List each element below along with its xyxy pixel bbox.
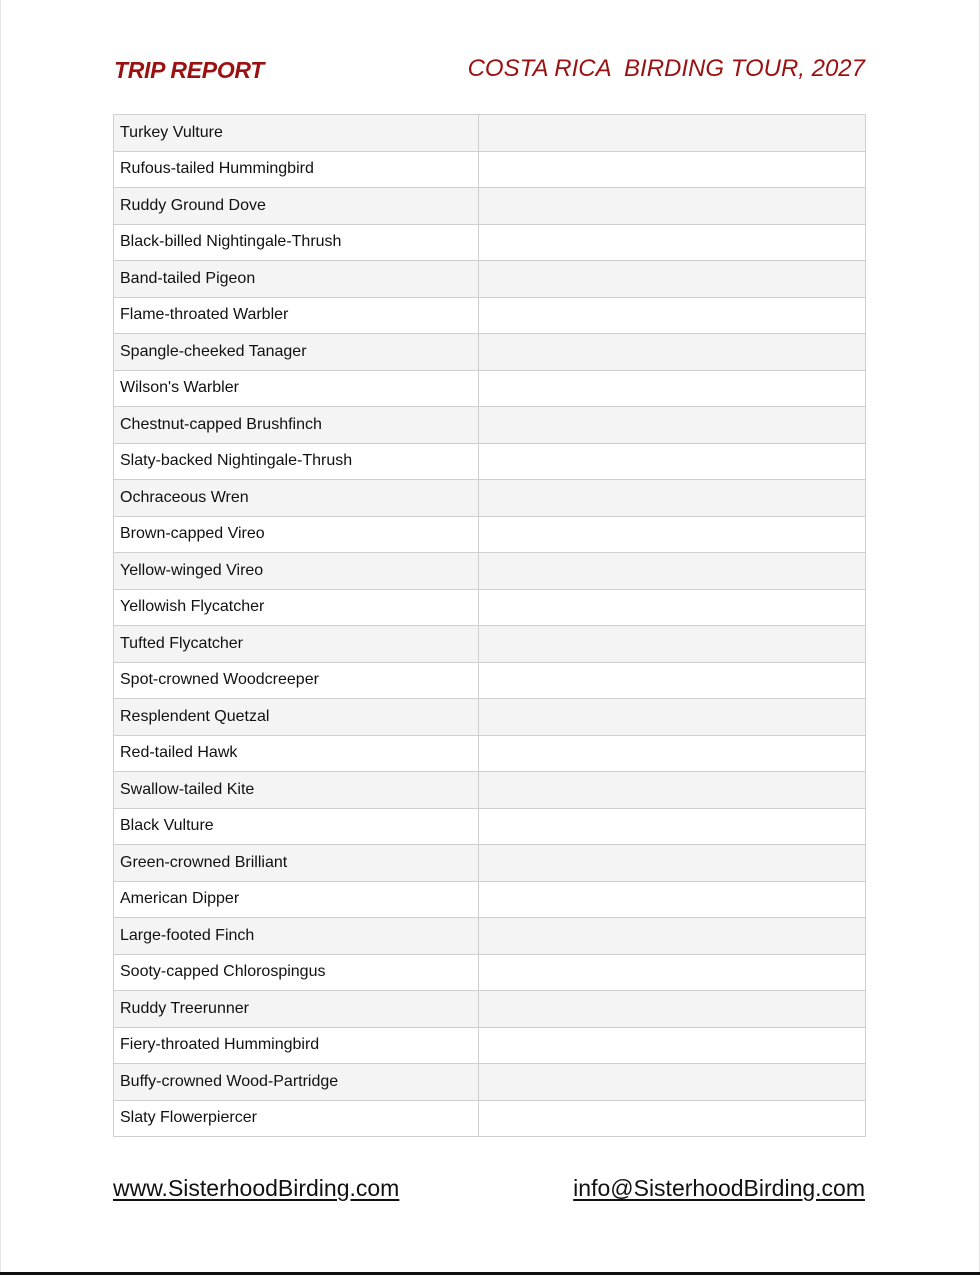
species-name-cell: Large-footed Finch <box>114 918 479 955</box>
table-row <box>114 1064 866 1101</box>
species-name-cell: Slaty-backed Nightingale-Thrush <box>114 443 479 480</box>
table-row <box>114 662 866 699</box>
species-name-cell: Sooty-capped Chlorospingus <box>114 954 479 991</box>
table-row <box>114 480 866 517</box>
species-note-cell <box>479 261 866 298</box>
species-name-cell: Ruddy Treerunner <box>114 991 479 1028</box>
table-row <box>114 334 866 371</box>
species-note-cell <box>479 918 866 955</box>
species-note-cell <box>479 480 866 517</box>
species-note-cell <box>479 334 866 371</box>
species-table <box>113 114 866 1137</box>
species-name-cell: Ruddy Ground Dove <box>114 188 479 225</box>
table-row <box>114 918 866 955</box>
species-table-body <box>114 115 866 1137</box>
table-row <box>114 224 866 261</box>
species-note-cell <box>479 808 866 845</box>
table-row <box>114 297 866 334</box>
species-name-cell: Swallow-tailed Kite <box>114 772 479 809</box>
species-note-cell <box>479 151 866 188</box>
species-name-cell: Buffy-crowned Wood-Partridge <box>114 1064 479 1101</box>
table-row <box>114 188 866 225</box>
species-name-cell: Black Vulture <box>114 808 479 845</box>
species-name-cell: Turkey Vulture <box>114 115 479 152</box>
species-name-cell: Spangle-cheeked Tanager <box>114 334 479 371</box>
table-row <box>114 808 866 845</box>
species-name-cell: Resplendent Quetzal <box>114 699 479 736</box>
species-note-cell <box>479 553 866 590</box>
table-row <box>114 626 866 663</box>
species-name-cell: Slaty Flowerpiercer <box>114 1100 479 1137</box>
species-name-cell: Band-tailed Pigeon <box>114 261 479 298</box>
species-name-cell: Yellowish Flycatcher <box>114 589 479 626</box>
species-name-cell: Green-crowned Brilliant <box>114 845 479 882</box>
table-row <box>114 772 866 809</box>
species-name-cell: Ochraceous Wren <box>114 480 479 517</box>
species-note-cell <box>479 370 866 407</box>
table-row <box>114 261 866 298</box>
table-row <box>114 516 866 553</box>
table-row <box>114 407 866 444</box>
table-row <box>114 1100 866 1137</box>
species-name-cell: Wilson's Warbler <box>114 370 479 407</box>
table-row <box>114 443 866 480</box>
species-note-cell <box>479 407 866 444</box>
species-note-cell <box>479 881 866 918</box>
table-row <box>114 881 866 918</box>
species-name-cell: Black-billed Nightingale-Thrush <box>114 224 479 261</box>
species-name-cell: Flame-throated Warbler <box>114 297 479 334</box>
table-row <box>114 553 866 590</box>
website-link[interactable]: www.SisterhoodBirding.com <box>113 1175 400 1201</box>
species-note-cell <box>479 1100 866 1137</box>
species-note-cell <box>479 516 866 553</box>
species-note-cell <box>479 224 866 261</box>
species-name-cell: Brown-capped Vireo <box>114 516 479 553</box>
species-name-cell: Rufous-tailed Hummingbird <box>114 151 479 188</box>
species-note-cell <box>479 991 866 1028</box>
table-row <box>114 589 866 626</box>
species-note-cell <box>479 954 866 991</box>
species-note-cell <box>479 735 866 772</box>
species-note-cell <box>479 626 866 663</box>
species-name-cell: Chestnut-capped Brushfinch <box>114 407 479 444</box>
species-note-cell <box>479 772 866 809</box>
species-note-cell <box>479 297 866 334</box>
species-name-cell: Red-tailed Hawk <box>114 735 479 772</box>
species-note-cell <box>479 699 866 736</box>
species-name-cell: Tufted Flycatcher <box>114 626 479 663</box>
species-note-cell <box>479 1064 866 1101</box>
species-note-cell <box>479 1027 866 1064</box>
page-left-edge <box>0 0 1 1275</box>
table-row <box>114 954 866 991</box>
table-row <box>114 370 866 407</box>
species-name-cell: Fiery-throated Hummingbird <box>114 1027 479 1064</box>
species-name-cell: Spot-crowned Woodcreeper <box>114 662 479 699</box>
trip-report-title: TRIP REPORT <box>114 57 265 83</box>
table-row <box>114 151 866 188</box>
species-note-cell <box>479 845 866 882</box>
species-note-cell <box>479 443 866 480</box>
species-name-cell: Yellow-winged Vireo <box>114 553 479 590</box>
table-row <box>114 735 866 772</box>
email-link[interactable]: info@SisterhoodBirding.com <box>573 1175 865 1201</box>
table-row <box>114 115 866 152</box>
tour-title: COSTA RICA BIRDING TOUR, 2027 <box>467 55 865 82</box>
species-note-cell <box>479 115 866 152</box>
species-note-cell <box>479 589 866 626</box>
table-row <box>114 699 866 736</box>
species-name-cell: American Dipper <box>114 881 479 918</box>
table-row <box>114 1027 866 1064</box>
species-note-cell <box>479 188 866 225</box>
table-row <box>114 991 866 1028</box>
species-note-cell <box>479 662 866 699</box>
table-row <box>114 845 866 882</box>
